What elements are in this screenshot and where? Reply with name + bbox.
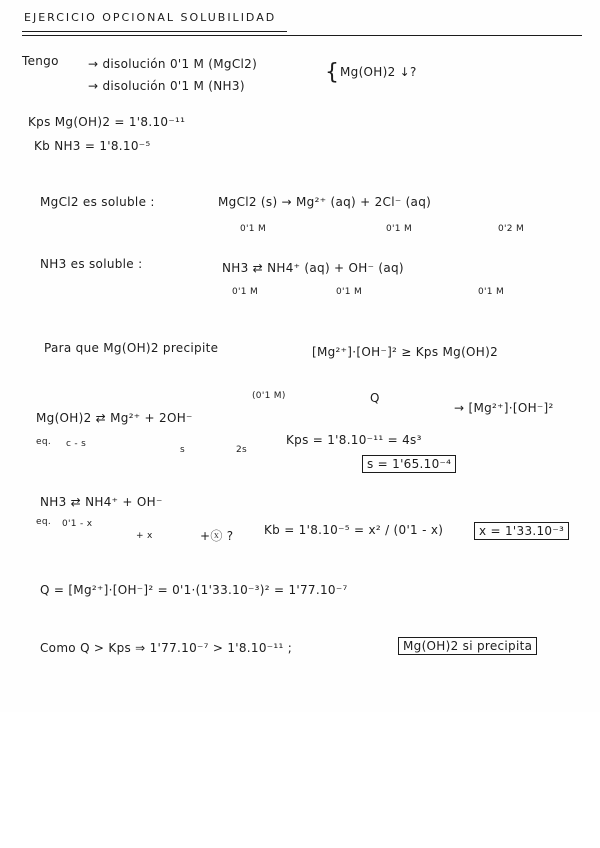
eq1-kps-expression: Kps = 1'8.10⁻¹¹ = 4s³ bbox=[286, 433, 422, 447]
nh3-conc-2: 0'1 M bbox=[336, 287, 363, 297]
nh3-conc-3: 0'1 M bbox=[478, 287, 505, 297]
eq2-plus-x: + x bbox=[136, 531, 153, 541]
eq1-2s: 2s bbox=[236, 445, 248, 455]
mgcl2-conc-3: 0'2 M bbox=[498, 224, 525, 234]
eq1-row: c - s bbox=[66, 439, 87, 449]
eq1-s: s bbox=[180, 445, 185, 455]
mgcl2-conc-2: 0'1 M bbox=[386, 224, 413, 234]
page-title: EJERCICIO OPCIONAL SOLUBILIDAD bbox=[24, 11, 277, 24]
intro-tengo: Tengo bbox=[22, 54, 59, 68]
condition-expression: [Mg²⁺]·[OH⁻]² ≥ Kps Mg(OH)2 bbox=[312, 345, 499, 359]
eq1-label: eq. bbox=[36, 437, 52, 447]
intro-brace: { bbox=[325, 60, 340, 85]
eq2-plus-x-question: +ⓧ ? bbox=[200, 529, 234, 543]
eq2-reaction: NH3 ⇄ NH4⁺ + OH⁻ bbox=[40, 495, 163, 509]
intro-question: Mg(OH)2 ↓? bbox=[340, 65, 417, 79]
kps-constant: Kps Mg(OH)2 = 1'8.10⁻¹¹ bbox=[28, 115, 186, 129]
nh3-conc-1: 0'1 M bbox=[232, 287, 259, 297]
intro-line-1: → disolución 0'1 M (MgCl2) bbox=[88, 57, 258, 71]
q-calculation: Q = [Mg²⁺]·[OH⁻]² = 0'1·(1'33.10⁻³)² = 1'77.10⁻⁷ bbox=[40, 583, 348, 597]
eq2-row: 0'1 - x bbox=[62, 519, 93, 529]
eq1-reaction: Mg(OH)2 ⇄ Mg²⁺ + 2OH⁻ bbox=[36, 411, 193, 425]
intro-line-2: → disolución 0'1 M (NH3) bbox=[88, 79, 245, 93]
condition-under-1: (0'1 M) bbox=[252, 391, 286, 401]
section-divider bbox=[22, 35, 582, 36]
condition-under-q: Q bbox=[370, 391, 380, 405]
eq1-result: s = 1'65.10⁻⁴ bbox=[362, 455, 456, 473]
mgcl2-reaction: MgCl2 (s) → Mg²⁺ (aq) + 2Cl⁻ (aq) bbox=[218, 195, 432, 209]
mgcl2-label: MgCl2 es soluble : bbox=[40, 195, 155, 209]
eq2-label: eq. bbox=[36, 517, 52, 527]
eq1-note: → [Mg²⁺]·[OH⁻]² bbox=[454, 401, 554, 415]
eq2-kb-expression: Kb = 1'8.10⁻⁵ = x² / (0'1 - x) bbox=[264, 523, 444, 537]
nh3-reaction: NH3 ⇄ NH4⁺ (aq) + OH⁻ (aq) bbox=[222, 261, 404, 275]
nh3-label: NH3 es soluble : bbox=[40, 257, 143, 271]
mgcl2-conc-1: 0'1 M bbox=[240, 224, 267, 234]
conclusion-result: Mg(OH)2 si precipita bbox=[398, 637, 537, 655]
title-underline bbox=[22, 31, 287, 32]
condition-text: Para que Mg(OH)2 precipite bbox=[44, 341, 219, 355]
eq2-result: x = 1'33.10⁻³ bbox=[474, 522, 569, 540]
kb-constant: Kb NH3 = 1'8.10⁻⁵ bbox=[34, 139, 151, 153]
conclusion-text: Como Q > Kps ⇒ 1'77.10⁻⁷ > 1'8.10⁻¹¹ ; bbox=[40, 641, 293, 655]
